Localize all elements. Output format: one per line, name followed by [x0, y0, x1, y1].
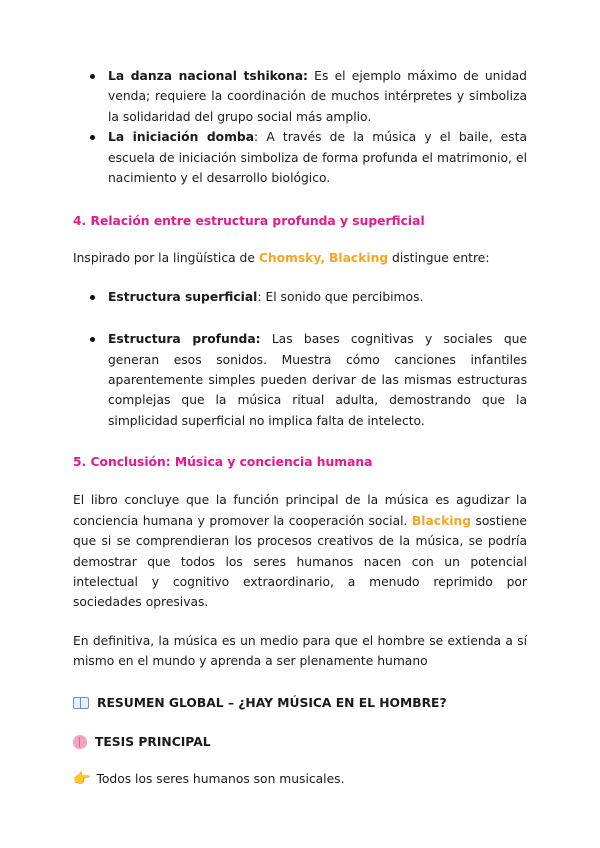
list-item	[73, 329, 527, 431]
bullet-text: Las bases cognitivas y sociales que generan esos sonidos. Muestra cómo canciones infantiles aparentemente simples pueden derivar de las mismas estructuras complejas que la música ritual adulta, demostrando que la simplicidad superficial no implica falta de intelecto.	[108, 332, 527, 428]
thesis-text: Todos los seres humanos son musicales.	[96, 771, 345, 786]
intro-suffix: distingue entre:	[388, 251, 490, 266]
p1-suffix: sostiene que si se comprendieran los procesos creativos de la música, se podría demostrar que todos los seres humanos nacen con un potencial intelectual y cognitivo extraordinario, a menudo reprimido por sociedades opresivas.	[73, 513, 527, 610]
structure-bullet-list	[73, 287, 527, 431]
list-item	[73, 127, 527, 188]
section-4-heading: 4. Relación entre estructura profunda y superficial	[73, 214, 425, 229]
bullet-dot	[90, 135, 95, 140]
bullet-term: La iniciación domba	[108, 130, 255, 145]
thesis-statement	[73, 769, 527, 789]
bullet-dot	[90, 295, 95, 300]
section-4-intro	[73, 248, 527, 268]
top-bullet-list	[73, 66, 527, 188]
bullet-text: : El sonido que percibimos.	[257, 289, 424, 304]
section-5-paragraph-1	[73, 490, 527, 612]
brain-icon	[73, 735, 87, 749]
p1-prefix: El libro concluye que la función principal de la música es agudizar la conciencia humana y promover la cooperación social.	[73, 493, 527, 528]
list-item	[73, 287, 527, 307]
bullet-dot	[90, 337, 95, 342]
thesis-title-text: TESIS PRINCIPAL	[95, 734, 211, 749]
summary-title-text: RESUMEN GLOBAL – ¿HAY MÚSICA EN EL HOMBRE?	[97, 695, 447, 710]
open-book-icon	[73, 697, 89, 709]
bullet-dot	[90, 74, 95, 79]
bullet-text: : A través de la música y el baile, esta escuela de iniciación simboliza de forma profunda el matrimonio, el nacimiento y el desarrollo biológico.	[108, 130, 527, 186]
section-5-paragraph-2: En definitiva, la música es un medio para que el hombre se extienda a sí mismo en el mundo y aprenda a ser plenamente humano	[73, 633, 527, 669]
chomsky-highlight: Chomsky,	[258, 251, 326, 266]
bullet-term: La danza nacional tshikona:	[108, 69, 308, 83]
bullet-text: Es el ejemplo máximo de unidad venda; requiere la coordinación de muchos intérpretes y simboliza la solidaridad del grupo social más amplio.	[108, 69, 527, 124]
pointing-hand-icon: 👉	[73, 770, 91, 787]
blacking-highlight: Blacking	[329, 251, 389, 266]
list-item	[73, 66, 527, 127]
bullet-term: Estructura superficial	[108, 289, 258, 304]
bullet-term: Estructura profunda:	[108, 332, 261, 347]
thesis-title	[73, 732, 527, 752]
summary-title	[73, 693, 527, 713]
section-5-heading: 5. Conclusión: Música y conciencia humana	[73, 455, 373, 470]
page-content	[73, 66, 527, 789]
blacking-highlight: Blacking	[411, 513, 472, 528]
intro-prefix: Inspirado por la lingüística de	[73, 251, 259, 266]
